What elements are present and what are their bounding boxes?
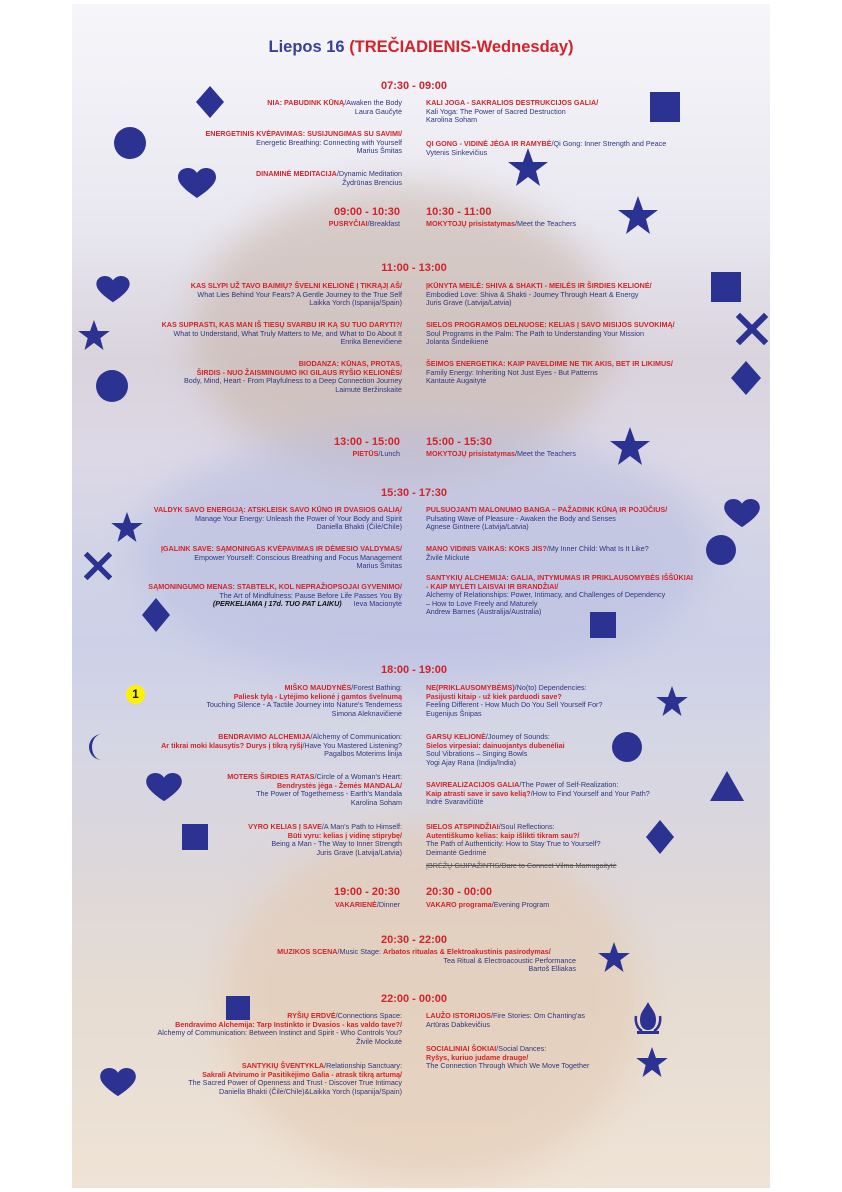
time-slot: 15:00 - 15:30 <box>426 436 493 448</box>
event-dynamic-meditation: DINAMINĖ MEDITACIJA/Dynamic Meditation Žydrūnas Brencius <box>255 169 402 187</box>
square-icon <box>650 92 680 122</box>
time-slot: 09:00 - 10:30 <box>333 206 400 218</box>
star-icon <box>508 148 548 186</box>
circle-icon <box>96 370 128 402</box>
time-slot: 15:30 - 17:30 <box>380 487 448 499</box>
star-icon <box>618 196 658 234</box>
circle-icon <box>612 732 642 762</box>
fire-icon <box>634 1002 662 1034</box>
event-soul-reflections: SIELOS ATSPINDŽIAI/Soul Reflections: Autentiškumo kelias: kaip išlikti tikram sau?/ The Path of Authenticity: How to Stay True to Yourself? Deimantė Gedrimė ĮBRĖŽŲ GIJIPAŽINTIS/Dare to Connect Vilma Mamugaitytė <box>426 822 617 871</box>
circle-icon <box>114 127 146 159</box>
star-icon <box>111 512 143 542</box>
star-icon <box>656 686 688 716</box>
event-breakfast: PUSRYČIAI/Breakfast <box>328 219 400 228</box>
event-relationship-sanctuary: SANTYKIŲ ŠVENTYKLA/Relationship Sanctuary: Sakrali Atvirumo ir Pasitikėjimo Galia - atrask tikrą artumą/ The Sacred Power of Openness and Trust - Discover True Intimacy Daniella Bhakti (Čilė/Chile)&Laikka Yorch (Ispanija/Spain) <box>188 1061 402 1096</box>
event-womans-heart-circle: MOTERS ŠIRDIES RATAS/Circle of a Woman's Heart: Bendrystės jėga - Žemės MANDALA/ The Power of Togetherness - Earth's Mandala Karolina Soham <box>227 772 402 807</box>
event-communication-alchemy: BENDRAVIMO ALCHEMIJA/Alchemy of Communication: Ar tikrai moki klausytis? Durys į tikrą ryšį/Have You Mastered Listening? Pagalbos Moterims linija <box>161 732 402 759</box>
event-palm-programs: SIELOS PROGRAMOS DELNUOSE: KELIAS Į SAVO MISIJOS SUVOKIMĄ/ Soul Programs in the Palm: The Path to Understanding Your Mission Jolanta Šindeikienė <box>426 320 675 347</box>
event-shiva-shakti: ĮKŪNYTA MEILĖ: SHIVA & SHAKTI - MEILĖS IR ŠIRDIES KELIONĖ/ Embodied Love: Shiva & Shakti - Journey Through Heart & Energy Juris Grave (Latvija/Latvia) <box>426 281 652 308</box>
event-qi-gong: QI GONG - VIDINĖ JĖGA IR RAMYBĖ/Qi Gong: Inner Strength and Peace Vytenis Sinkevičius <box>426 139 667 157</box>
circle-icon <box>706 535 736 565</box>
diamond-icon <box>196 86 224 118</box>
event-dinner: VAKARIENĖ/Dinner <box>335 900 400 909</box>
time-slot: 13:00 - 15:00 <box>333 436 400 448</box>
cross-icon <box>736 313 768 345</box>
time-slot: 07:30 - 09:00 <box>380 80 448 92</box>
event-relationship-alchemy: SANTYKIŲ ALCHEMIJA: GALIA, INTYMUMAS IR PRIKLAUSOMYBĖS IŠŠŪKIAI - KAIP MYLĖTI LAISVAI IR BRANDŽIAI/ Alchemy of Relationships: Power, Intimacy, and Challenges of Dependency – How to Love Freely and Maturely Andrew Barnes (Australija/Australia) <box>426 573 693 617</box>
event-fears: KAS SLYPI UŽ TAVO BAIMIŲ? ŠVELNI KELIONĖ Į TIKRĄJĮ AŠ/ What Lies Behind Your Fears? A Gentle Journey to the True Self Laikka Yorch (Ispanija/Spain) <box>190 281 402 308</box>
event-empower: ĮGALINK SAVE: SĄMONINGAS KVĖPAVIMAS IR DĖMESIO VALDYMAS/ Empower Yourself: Conscious Breathing and Focus Management Marius Šmitas <box>160 544 402 571</box>
event-meet-teachers: MOKYTOJŲ prisistatymas/Meet the Teachers <box>426 449 576 458</box>
time-slot: 19:00 - 20:30 <box>333 886 400 898</box>
event-sound-journey: GARSŲ KELIONĖ/Journey of Sounds: Sielos virpesiai: dainuojantys dubenėliai Soul Vibrations – Singing Bowls Yogi Ajay Rana (Indija/India) <box>426 732 565 767</box>
time-slot: 18:00 - 19:00 <box>380 664 448 676</box>
heart-icon <box>724 499 760 529</box>
event-social-dances: SOCIALINIAI ŠOKIAI/Social Dances: Ryšys, kuriuo judame drauge/ The Connection Through Which We Move Together <box>426 1044 590 1071</box>
event-mans-path: VYRO KELIAS Į SAVE/A Man's Path to Himself: Būti vyru: kelias į vidinę stiprybę/ Being a Man - The Way to Inner Strength Juris Grave (Latvija/Latvia) <box>248 822 402 857</box>
heart-icon <box>178 168 216 200</box>
square-icon <box>711 272 741 302</box>
heart-icon <box>146 773 182 803</box>
event-forest-bathing: MIŠKO MAUDYNĖS/Forest Bathing: Paliesk tylą - Lytėjimo kelionė į gamtos švelnumą Touching Silence - A Tactile Journey into Nature's Tenderness Simona Aleknavičienė <box>206 683 402 718</box>
event-fire-stories: LAUŽO ISTORIJOS/Fire Stories: Om Chanting'as Artūras Dabkevičius <box>426 1011 586 1029</box>
page-title: Liepos 16 (TREČIADIENIS-Wednesday) <box>268 38 574 56</box>
star-icon <box>636 1047 668 1077</box>
star-icon <box>78 320 110 350</box>
event-music-stage: MUZIKOS SCENA/Music Stage: Arbatos ritualas & Elektroakustinis pasirodymas/ Tea Ritual & Electroacoustic Performance Bartoš Elliakas <box>277 947 576 974</box>
event-self-realization: SAVIREALIZACIJOS GALIA/The Power of Self-Realization: Kaip atrasti save ir savo kelią?/How to Find Yourself and Your Path? Indrė Svaravičiūtė <box>426 780 650 807</box>
triangle-icon <box>710 771 744 801</box>
star-icon <box>610 427 650 465</box>
event-nia: NIA: PABUDINK KŪNĄ/Awaken the Body Laura Gaučytė <box>267 98 402 116</box>
event-mindfulness: SĄMONINGUMO MENAS: STABTELK, KOL NEPRAŽIOPSOJAI GYVENIMO/ The Art of Mindfulness: Pause Before Life Passes You By (PERKELIAMA Į 17d. TUO PAT LAIKU) Ieva Macionytė <box>148 582 402 609</box>
event-energetic-breathing: ENERGETINIS KVĖPAVIMAS: SUSIJUNGIMAS SU SAVIMI/ Energetic Breathing: Connecting with Yourself Marius Šmitas <box>205 129 402 156</box>
event-family-energy: ŠEIMOS ENERGETIKA: KAIP PAVELDIME NE TIK AKIS, BET IR LIKIMUS/ Family Energy: Inheriting Not Just Eyes - But Patterns Kantautė Augaitytė <box>426 359 673 386</box>
event-evening-program: VAKARO programa/Evening Program <box>426 900 550 909</box>
time-slot: 10:30 - 11:00 <box>426 206 492 218</box>
event-pleasure-wave: PULSUOJANTI MALONUMO BANGA – PAŽADINK KŪNĄ IR POJŪČIUS/ Pulsating Wave of Pleasure - Awaken the Body and Senses Agnese Gintnere (Latvija/Latvia) <box>426 505 668 532</box>
heart-icon <box>100 1068 136 1098</box>
diamond-icon <box>646 820 674 854</box>
diamond-icon <box>731 361 761 395</box>
time-slot: 22:00 - 00:00 <box>380 993 448 1005</box>
time-slot: 20:30 - 00:00 <box>426 886 493 898</box>
time-slot: 11:00 - 13:00 <box>381 262 447 274</box>
event-biodanza: BIODANZA: KŪNAS, PROTAS, ŠIRDIS - NUO ŽAISMINGUMO IKI GILAUS RYŠIO KELIONĖS/ Body, Mind, Heart - From Playfulness to a Deep Connection Journey Laimutė Beržinskaitė <box>184 359 402 394</box>
event-what-matters: KAS SUPRASTI, KAS MAN IŠ TIESŲ SVARBU IR KĄ SU TUO DARYTI?/ What to Understand, What Truly Matters to Me, and What to Do About It Enrika Benevičienė <box>161 320 402 347</box>
event-lunch: PIETŪS/Lunch <box>352 449 400 458</box>
event-kali-yoga: KALI JOGA - SAKRALIOS DESTRUKCIJOS GALIA/ Kali Yoga: The Power of Sacred Destruction Karolina Soham <box>426 98 599 125</box>
event-inner-child: MANO VIDINIS VAIKAS: KOKS JIS?/My Inner Child: What Is It Like? Živilė Mickutė <box>426 544 649 562</box>
event-no-dependencies: NE(PRIKLAUSOMYBĖMS)/No(to) Dependencies: Pasijusti kitaip - už kiek parduodi save? Feeling Different - How Much Do You Sell Yourself For? Eugenijus Šnipas <box>426 683 603 718</box>
square-icon <box>226 996 250 1020</box>
cross-icon <box>84 552 112 580</box>
heart-icon <box>96 276 130 304</box>
event-meet-teachers: MOKYTOJŲ prisistatymas/Meet the Teachers <box>426 219 576 228</box>
crescent-moon-icon <box>86 733 108 761</box>
square-icon <box>182 824 208 850</box>
event-manage-energy: VALDYK SAVO ENERGIJĄ: ATSKLEISK SAVO KŪNO IR DVASIOS GALIĄ/ Manage Your Energy: Unleash the Power of Your Body and Spirit Daniella Bhakti (Čilė/Chile) <box>153 505 402 532</box>
square-icon <box>590 612 616 638</box>
star-icon <box>598 942 630 972</box>
time-slot: 20:30 - 22:00 <box>380 934 448 946</box>
diamond-icon <box>142 598 170 632</box>
event-connections-space: RYŠIŲ ERDVĖ/Connections Space: Bendravimo Alchemija: Tarp Instinkto ir Dvasios - kas valdo tave?/ Alchemy of Communication: Between Instinct and Spirit - Who Controls You? Živilė Mockutė <box>157 1011 402 1046</box>
number-badge: 1 <box>126 685 145 704</box>
